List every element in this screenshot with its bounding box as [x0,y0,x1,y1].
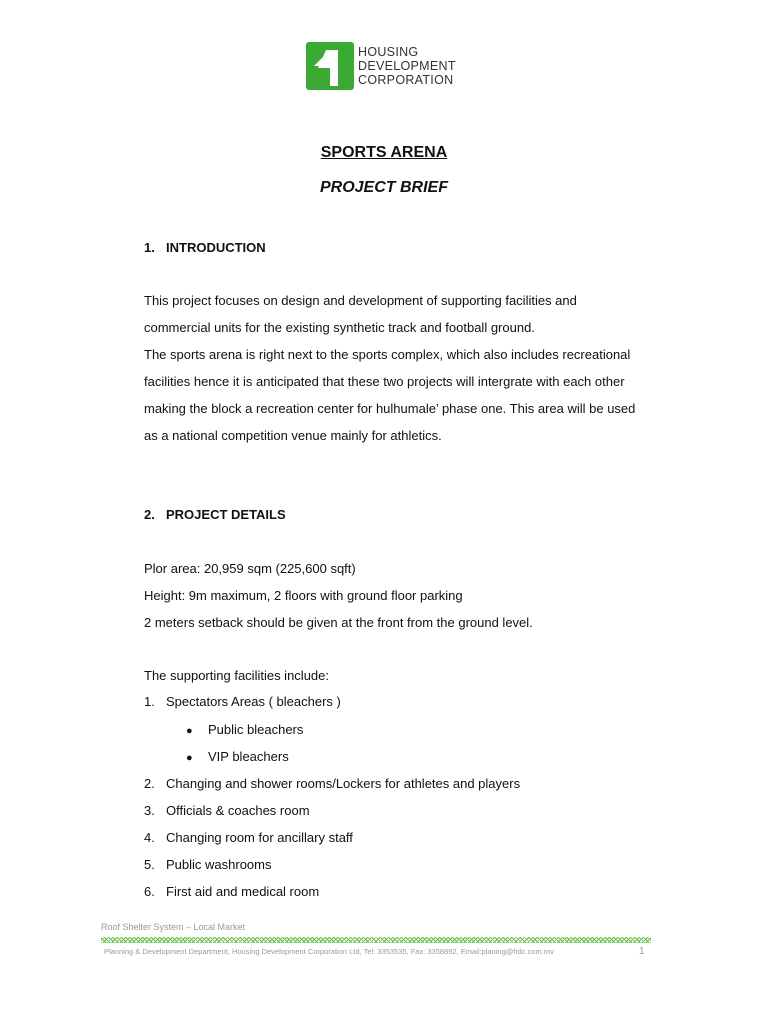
logo-line-2: DEVELOPMENT [358,59,456,73]
bleacher-item-public [186,722,303,737]
facility-item-6 [144,884,319,899]
detail-setback: 2 meters setback should be given at the front from the ground level. [144,615,533,630]
facility-number: 3. [144,803,155,818]
footer-divider [101,937,651,943]
facility-text: Spectators Areas ( bleachers ) [166,694,341,709]
facility-text: First aid and medical room [166,884,320,899]
facility-number: 5. [144,857,155,872]
facility-text: Changing room for ancillary staff [166,830,353,845]
intro-line-1: This project focuses on design and development of supporting facilities and [144,293,577,308]
intro-line-2: commercial units for the existing synthetic track and football ground. [144,320,535,335]
section-1-number: 1. [144,240,155,255]
hdc-logo [306,42,456,90]
section-1-heading [144,240,266,255]
facility-item-5 [144,857,272,872]
detail-height: Height: 9m maximum, 2 floors with ground floor parking [144,588,463,603]
bleacher-item-vip [186,749,289,764]
facility-number: 6. [144,884,155,899]
intro-line-4: facilities hence it is anticipated that these two projects will intergrate with each other [144,374,625,389]
facility-item-2 [144,776,520,791]
facility-number: 2. [144,776,155,791]
facility-text: Public washrooms [166,857,272,872]
footer-contact-info: Planning & Development Department, Housing Development Corporation Ltd, Tel: 3353535, Fax: 3358892, Email:planing@hdc.com.mv [104,947,554,956]
facility-item-3 [144,803,310,818]
section-2-heading [144,507,286,522]
facility-text: Changing and shower rooms/Lockers for athletes and players [166,776,521,791]
bleacher-text: VIP bleachers [208,749,289,764]
page-number: 1 [639,946,645,957]
hdc-logo-icon [306,42,354,90]
intro-line-3: The sports arena is right next to the sports complex, which also includes recreational [144,347,631,362]
detail-plot-area: Plor area: 20,959 sqm (225,600 sqft) [144,561,356,576]
facility-number: 1. [144,694,155,709]
facility-item-4 [144,830,353,845]
logo-line-3: CORPORATION [358,73,454,87]
section-2-number: 2. [144,507,155,522]
facility-item-1 [144,694,341,709]
logo-wordmark [358,45,456,87]
section-2-title: PROJECT DETAILS [166,507,286,522]
bleacher-text: Public bleachers [208,722,304,737]
facilities-intro: The supporting facilities include: [144,668,329,683]
facility-text: Officials & coaches room [166,803,310,818]
footer-label: Roof Shelter System – Local Market [101,922,246,932]
document-title: SPORTS ARENA [320,144,448,161]
section-1-title: INTRODUCTION [166,240,266,255]
bullet-icon: ● [186,725,193,737]
bullet-icon: ● [186,752,193,764]
intro-line-6: as a national competition venue mainly for athletics. [144,428,442,443]
facility-number: 4. [144,830,155,845]
document-subtitle: PROJECT BRIEF [319,179,448,196]
intro-line-5: making the block a recreation center for hulhumale’ phase one. This area will be used [144,401,636,416]
logo-line-1: HOUSING [358,45,419,59]
